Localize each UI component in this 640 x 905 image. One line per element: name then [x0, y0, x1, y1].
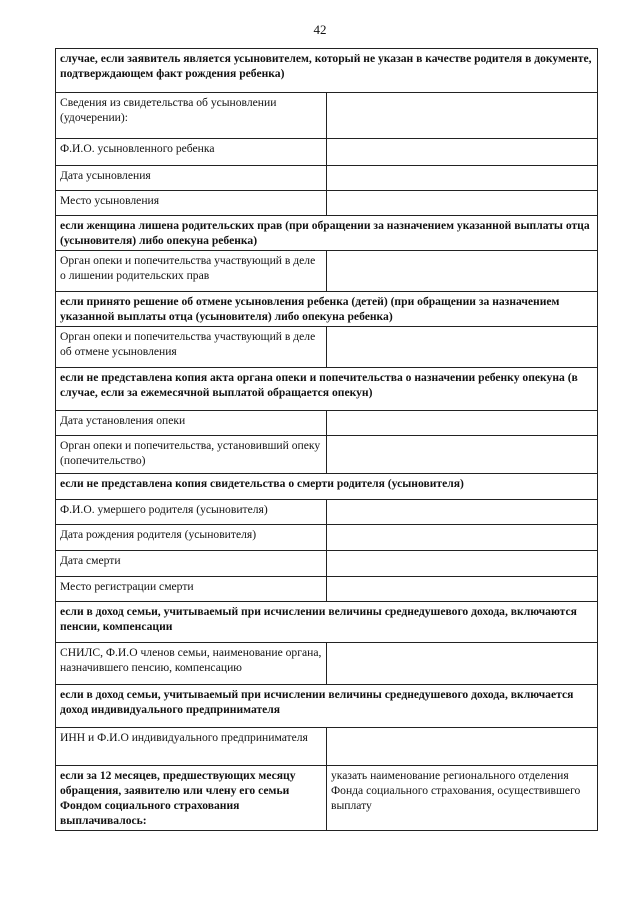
- field-label: Дата рождения родителя (усыновителя): [56, 525, 327, 551]
- field-value[interactable]: указать наименование регионального отделения Фонда социального страхования, осуществившего выплату: [327, 766, 598, 831]
- field-value[interactable]: [327, 551, 598, 577]
- form-field-row: [56, 728, 598, 766]
- form-field-row: [56, 191, 598, 216]
- section-header-text: случае, если заявитель является усыновителем, который не указан в качестве родителя в документе, подтверждающем факт рождения ребенка): [56, 49, 598, 93]
- form-field-row: [56, 643, 598, 685]
- section-header-text: если женщина лишена родительских прав (при обращении за назначением указанной выплаты отца (усыновителя) либо опекуна ребенка): [56, 216, 598, 251]
- field-value[interactable]: [327, 436, 598, 474]
- section-header-row: [56, 474, 598, 500]
- field-value[interactable]: [327, 728, 598, 766]
- field-value[interactable]: [327, 500, 598, 525]
- section-header-row: [56, 602, 598, 643]
- form-field-row: [56, 251, 598, 292]
- section-header-row: [56, 216, 598, 251]
- section-header-row: [56, 685, 598, 728]
- field-label: если за 12 месяцев, предшествующих месяцу обращения, заявителю или члену его семьи Фондом социального страхования выплачивалось:: [56, 766, 327, 831]
- field-value[interactable]: [327, 166, 598, 191]
- section-header-row: [56, 292, 598, 327]
- section-header-text: если не представлена копия свидетельства о смерти родителя (усыновителя): [56, 474, 598, 500]
- field-label: Дата усыновления: [56, 166, 327, 191]
- form-field-row: [56, 525, 598, 551]
- section-header-row: [56, 368, 598, 411]
- field-label: Сведения из свидетельства об усыновлении (удочерении):: [56, 93, 327, 139]
- field-value[interactable]: [327, 525, 598, 551]
- form-field-row: [56, 551, 598, 577]
- field-label: Орган опеки и попечительства участвующий в деле о лишении родительских прав: [56, 251, 327, 292]
- field-label: Место усыновления: [56, 191, 327, 216]
- field-value[interactable]: [327, 643, 598, 685]
- section-header-text: если в доход семьи, учитываемый при исчислении величины среднедушевого дохода, включается доход индивидуального предпринимателя: [56, 685, 598, 728]
- field-value[interactable]: [327, 191, 598, 216]
- field-label: Орган опеки и попечительства участвующий в деле об отмене усыновления: [56, 327, 327, 368]
- form-field-row: [56, 411, 598, 436]
- field-label: Орган опеки и попечительства, установивший опеку (попечительство): [56, 436, 327, 474]
- form-field-row: [56, 327, 598, 368]
- field-value[interactable]: [327, 251, 598, 292]
- section-header-row: [56, 49, 598, 93]
- field-value[interactable]: [327, 93, 598, 139]
- form-field-row: [56, 93, 598, 139]
- section-header-text: если принято решение об отмене усыновления ребенка (детей) (при обращении за назначением указанной выплаты отца (усыновителя) либо опекуна ребенка): [56, 292, 598, 327]
- field-label: Место регистрации смерти: [56, 577, 327, 602]
- form-field-row: [56, 766, 598, 831]
- form-field-row: [56, 577, 598, 602]
- field-label: ИНН и Ф.И.О индивидуального предпринимателя: [56, 728, 327, 766]
- field-value[interactable]: [327, 411, 598, 436]
- section-header-text: если в доход семьи, учитываемый при исчислении величины среднедушевого дохода, включаются пенсии, компенсации: [56, 602, 598, 643]
- page-number: 42: [313, 22, 327, 37]
- field-value[interactable]: [327, 327, 598, 368]
- field-label: Дата установления опеки: [56, 411, 327, 436]
- field-label: СНИЛС, Ф.И.О членов семьи, наименование органа, назначившего пенсию, компенсацию: [56, 643, 327, 685]
- form-field-row: [56, 166, 598, 191]
- form-field-row: [56, 500, 598, 525]
- field-value[interactable]: [327, 577, 598, 602]
- field-label: Ф.И.О. усыновленного ребенка: [56, 139, 327, 166]
- form-field-row: [56, 436, 598, 474]
- field-value[interactable]: [327, 139, 598, 166]
- form-field-row: [56, 139, 598, 166]
- section-header-text: если не представлена копия акта органа опеки и попечительства о назначении ребенку опекуна (в случае, если за ежемесячной выплатой обращается опекун): [56, 368, 598, 411]
- field-label: Ф.И.О. умершего родителя (усыновителя): [56, 500, 327, 525]
- application-form-table: [55, 48, 598, 831]
- field-label: Дата смерти: [56, 551, 327, 577]
